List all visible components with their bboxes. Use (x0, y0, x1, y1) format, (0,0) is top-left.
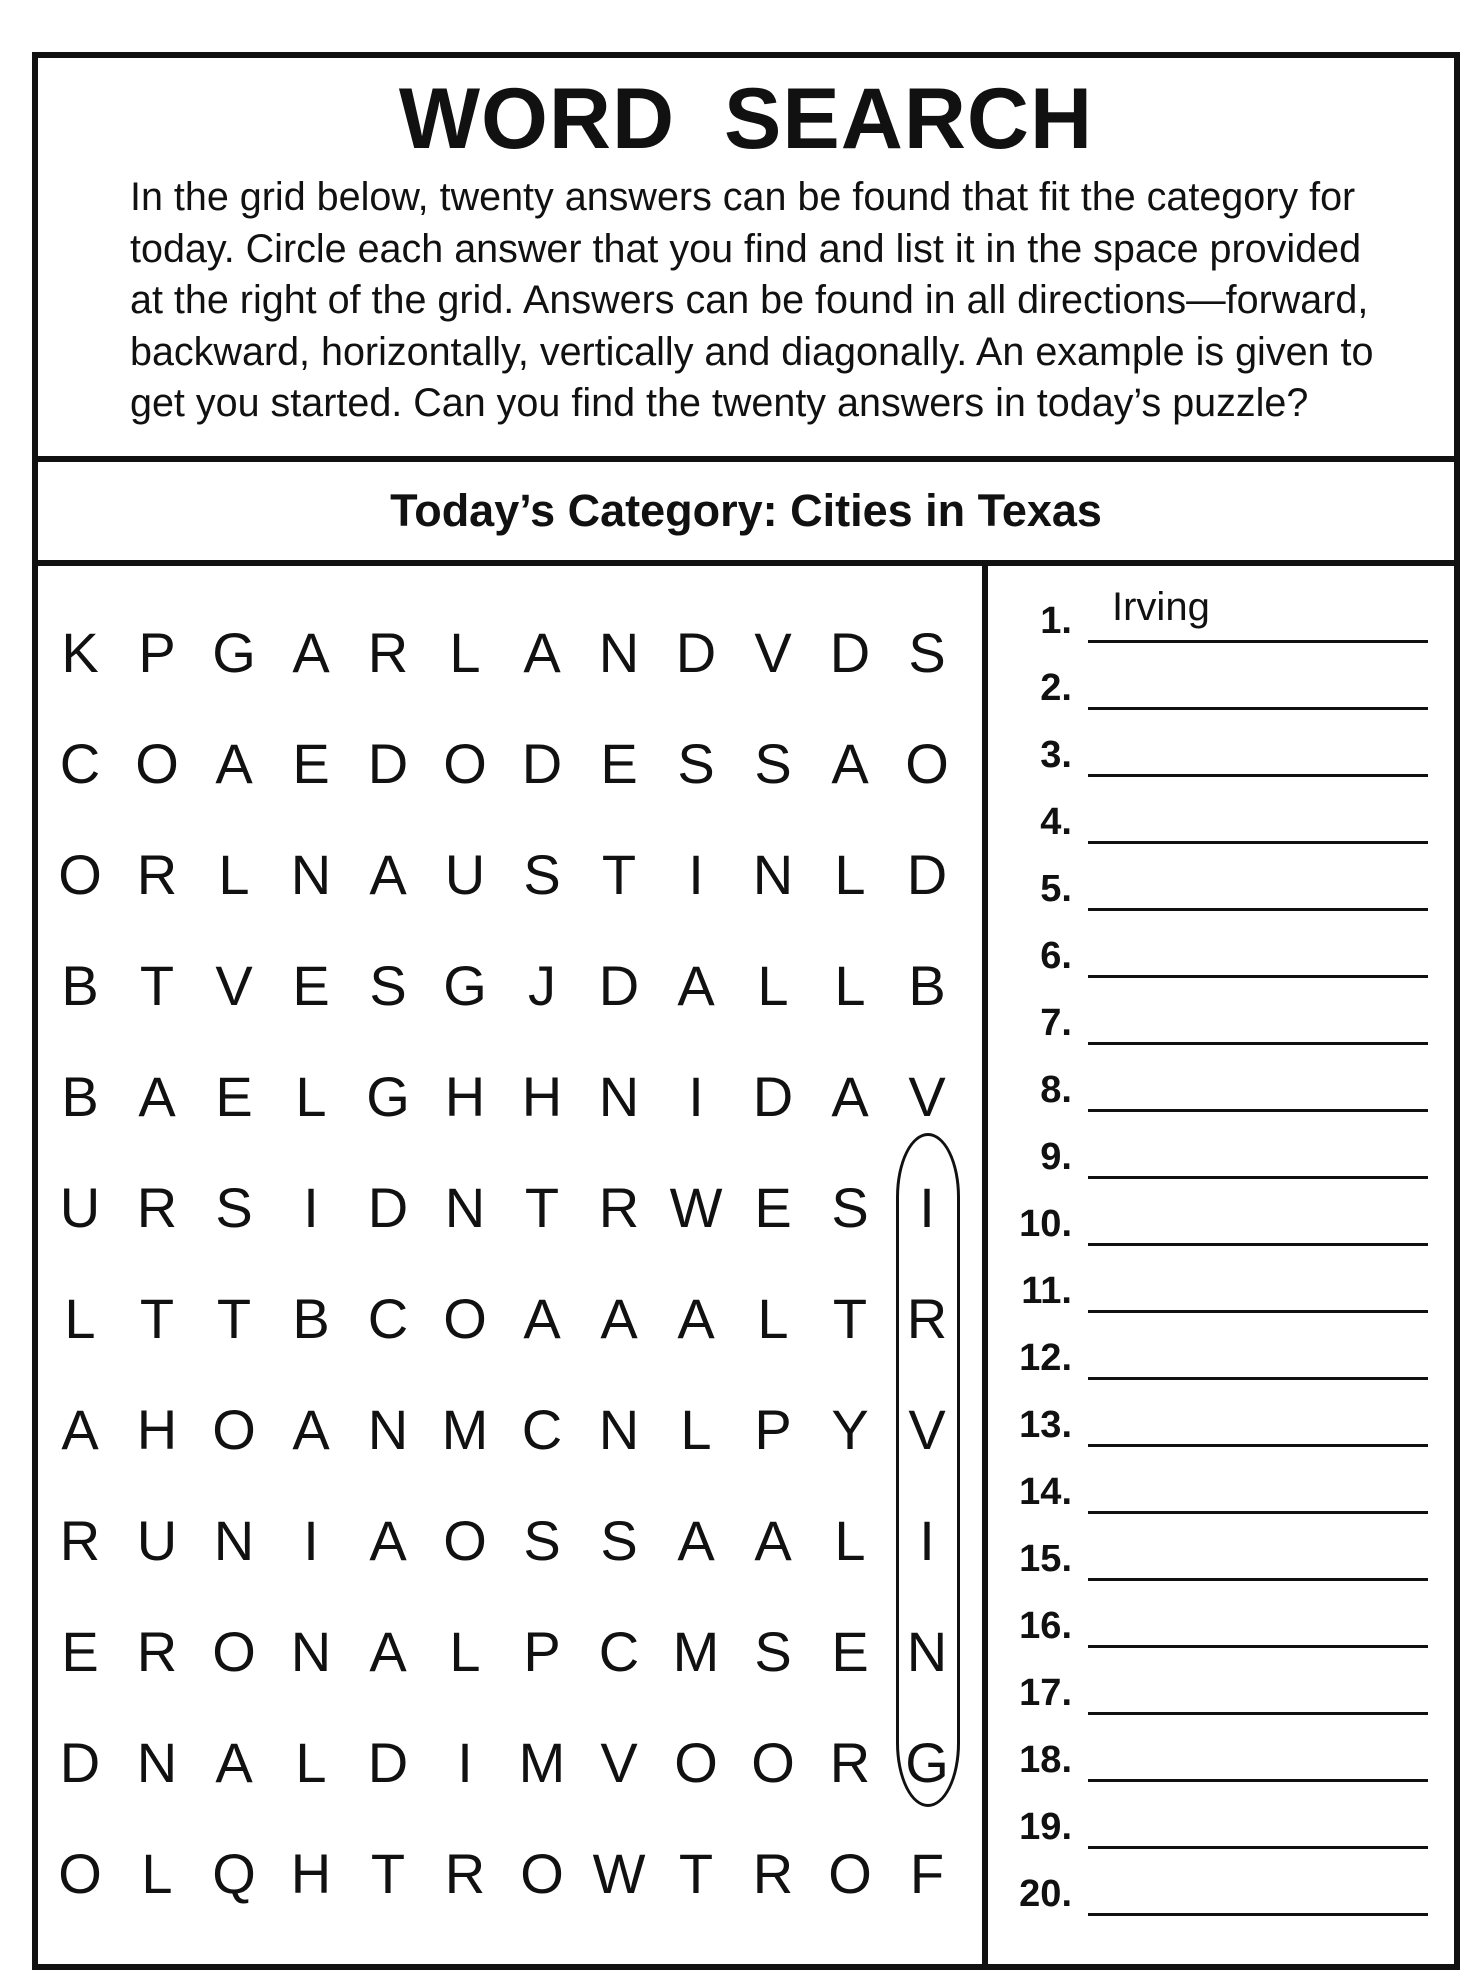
grid-letter[interactable]: F (909, 1842, 945, 1905)
grid-letter[interactable]: P (523, 1620, 561, 1683)
grid-letter[interactable]: R (829, 1731, 871, 1794)
grid-letter[interactable]: L (680, 1398, 712, 1461)
grid-letter[interactable]: D (675, 621, 717, 684)
instructions (130, 172, 1470, 430)
answer-number: 8. (1040, 1069, 1072, 1111)
grid-letter[interactable]: V (754, 621, 792, 684)
grid-letter[interactable]: O (58, 1842, 102, 1905)
grid-letter[interactable]: A (215, 1731, 253, 1794)
grid-letter[interactable]: D (367, 1176, 409, 1239)
answer-blank[interactable] (1088, 1578, 1428, 1581)
answer-blank[interactable] (1088, 1846, 1428, 1849)
grid-letter[interactable]: O (443, 732, 487, 795)
grid-letter[interactable]: I (919, 1509, 935, 1572)
grid-letter[interactable]: D (906, 843, 948, 906)
grid-letter[interactable]: A (138, 1065, 176, 1128)
grid-letter[interactable]: B (292, 1287, 330, 1350)
grid-letter[interactable]: E (292, 954, 330, 1017)
answer-number: 18. (1019, 1739, 1072, 1781)
grid-letter[interactable]: S (523, 843, 561, 906)
grid-letter[interactable]: H (444, 1065, 486, 1128)
grid-letter[interactable]: T (139, 1287, 175, 1350)
grid-letter[interactable]: N (598, 621, 640, 684)
grid-letter[interactable]: D (521, 732, 563, 795)
grid-letter[interactable]: I (457, 1731, 473, 1794)
grid-letter[interactable]: O (443, 1287, 487, 1350)
grid-letter[interactable]: O (212, 1620, 256, 1683)
answer-blank[interactable] (1088, 1310, 1428, 1313)
grid-letter[interactable]: D (598, 954, 640, 1017)
grid-letter[interactable]: J (528, 954, 556, 1017)
grid-letter[interactable]: A (523, 1287, 561, 1350)
category-heading: Today’s Category: Cities in Texas (390, 485, 1102, 536)
answer-number: 16. (1019, 1605, 1072, 1647)
answer-number: 17. (1019, 1672, 1072, 1714)
answer-blank[interactable] (1088, 1377, 1428, 1380)
grid-letter[interactable]: N (136, 1731, 178, 1794)
grid-letter[interactable]: M (441, 1398, 489, 1461)
answer-number: 12. (1019, 1337, 1072, 1379)
answer-blank[interactable] (1088, 841, 1428, 844)
grid-letter[interactable]: I (919, 1176, 935, 1239)
instructions-line: backward, horizontally, vertically and diagonally. An example is given to (130, 329, 1374, 374)
grid-letter[interactable]: L (834, 1509, 866, 1572)
answer-number: 13. (1019, 1404, 1072, 1446)
answer-number: 20. (1019, 1873, 1072, 1915)
grid-letter[interactable]: U (444, 843, 486, 906)
grid-letter[interactable]: S (215, 1176, 253, 1239)
grid-letter[interactable]: C (59, 732, 101, 795)
grid-letter[interactable]: O (905, 732, 949, 795)
grid-letter[interactable]: A (292, 621, 330, 684)
grid-letter[interactable]: V (908, 1398, 946, 1461)
grid-letter[interactable]: A (215, 732, 253, 795)
grid-letter[interactable]: T (524, 1176, 560, 1239)
answer-blank[interactable] (1088, 1109, 1428, 1112)
grid-letter[interactable]: A (523, 621, 561, 684)
grid-letter[interactable]: G (212, 621, 256, 684)
grid-letter[interactable]: T (216, 1287, 252, 1350)
grid-letter[interactable]: N (367, 1398, 409, 1461)
divider (32, 560, 1460, 566)
grid-letter[interactable]: Y (831, 1398, 869, 1461)
grid-letter[interactable]: S (908, 621, 946, 684)
grid-letter[interactable]: R (906, 1287, 948, 1350)
grid-letter[interactable]: E (754, 1176, 792, 1239)
instructions-line: today. Circle each answer that you find and list it in the space provided (130, 226, 1362, 271)
answer-number: 4. (1040, 801, 1072, 843)
answer-blank[interactable] (1088, 1176, 1428, 1179)
grid-letter[interactable]: Q (212, 1842, 256, 1905)
grid-letter[interactable]: H (136, 1398, 178, 1461)
answer-blank[interactable] (1088, 1243, 1428, 1246)
column-divider (982, 566, 988, 1970)
grid-letter[interactable]: H (290, 1842, 332, 1905)
answer-number: 5. (1040, 868, 1072, 910)
grid-letter[interactable]: G (366, 1065, 410, 1128)
grid-letter[interactable]: V (215, 954, 253, 1017)
grid-letter[interactable]: T (832, 1287, 868, 1350)
grid-letter[interactable]: H (521, 1065, 563, 1128)
grid-letter[interactable]: A (677, 1509, 715, 1572)
grid-letter[interactable]: C (367, 1287, 409, 1350)
grid-letter[interactable]: R (598, 1176, 640, 1239)
answer-blank[interactable] (1088, 1511, 1428, 1514)
page-title: WORD SEARCH (398, 71, 1094, 167)
grid-letter[interactable]: B (61, 954, 99, 1017)
grid-letter[interactable]: A (677, 1287, 715, 1350)
grid-letter[interactable]: D (367, 1731, 409, 1794)
grid-letter[interactable]: T (678, 1842, 714, 1905)
grid-letter[interactable]: R (136, 843, 178, 906)
grid-letter[interactable]: S (600, 1509, 638, 1572)
grid-letter[interactable]: N (213, 1509, 255, 1572)
grid-letter[interactable]: P (754, 1398, 792, 1461)
answer-number: 7. (1040, 1002, 1072, 1044)
grid-letter[interactable]: S (677, 732, 715, 795)
grid-letter[interactable]: S (754, 1620, 792, 1683)
grid-letter[interactable]: U (59, 1176, 101, 1239)
header (32, 52, 1460, 462)
grid-letter[interactable]: A (369, 1620, 407, 1683)
grid-letter[interactable]: A (369, 843, 407, 906)
grid-letter[interactable]: B (61, 1065, 99, 1128)
grid-letter[interactable]: N (752, 843, 794, 906)
grid-letter[interactable]: B (908, 954, 946, 1017)
answer-number: 10. (1019, 1203, 1072, 1245)
answer-number: 1. (1040, 600, 1072, 642)
grid-letter[interactable]: D (752, 1065, 794, 1128)
answer-blank[interactable] (1088, 1645, 1428, 1648)
answer-number: 9. (1040, 1136, 1072, 1178)
grid-letter[interactable]: C (521, 1398, 563, 1461)
grid-letter[interactable]: O (135, 732, 179, 795)
grid-letter[interactable]: O (520, 1842, 564, 1905)
grid-letter[interactable]: A (754, 1509, 792, 1572)
answer-number: 11. (1021, 1270, 1072, 1312)
grid-letter[interactable]: D (367, 732, 409, 795)
grid-letter[interactable]: T (601, 843, 637, 906)
grid-letter[interactable]: S (523, 1509, 561, 1572)
grid-letter[interactable]: I (688, 1065, 704, 1128)
grid-letter[interactable]: N (290, 1620, 332, 1683)
instructions-line: In the grid below, twenty answers can be found that fit the category for (130, 175, 1356, 219)
grid-letter[interactable]: G (905, 1731, 949, 1794)
grid-letter[interactable]: W (669, 1176, 723, 1239)
grid-letter[interactable]: L (449, 621, 481, 684)
instructions-line: at the right of the grid. Answers can be found in all directions—forward, (130, 278, 1369, 322)
grid-letter[interactable]: L (834, 843, 866, 906)
grid-letter[interactable]: A (677, 954, 715, 1017)
grid-letter[interactable]: E (600, 732, 638, 795)
grid-letter[interactable]: L (757, 954, 789, 1017)
grid-letter[interactable]: A (600, 1287, 638, 1350)
grid-letter[interactable]: E (831, 1620, 869, 1683)
instructions-line: get you started. Can you find the twenty answers in today’s puzzle? (130, 381, 1309, 425)
grid-letter[interactable]: M (518, 1731, 566, 1794)
answer-blank[interactable] (1088, 1444, 1428, 1447)
grid-letter[interactable]: D (829, 621, 871, 684)
grid-letter[interactable]: R (444, 1842, 486, 1905)
answer-blank[interactable] (1088, 774, 1428, 777)
grid-letter[interactable]: A (61, 1398, 99, 1461)
answer-blank[interactable] (1088, 908, 1428, 911)
grid-letter[interactable]: T (139, 954, 175, 1017)
answer-blank[interactable] (1088, 1913, 1428, 1916)
grid-letter[interactable]: I (303, 1176, 319, 1239)
answer-blank[interactable] (1088, 1712, 1428, 1715)
grid-letter[interactable]: A (369, 1509, 407, 1572)
grid-letter[interactable]: L (757, 1287, 789, 1350)
grid-letter[interactable]: C (598, 1620, 640, 1683)
answer-number: 19. (1019, 1806, 1072, 1848)
answer-blank[interactable] (1088, 640, 1428, 643)
grid-letter[interactable]: W (592, 1842, 646, 1905)
answer-blank[interactable] (1088, 975, 1428, 978)
grid-letter[interactable]: E (292, 732, 330, 795)
grid-letter[interactable]: L (64, 1287, 96, 1350)
grid-letter[interactable]: L (295, 1065, 327, 1128)
grid-letter[interactable]: N (598, 1065, 640, 1128)
grid-letter[interactable]: R (752, 1842, 794, 1905)
answer-number: 2. (1040, 667, 1072, 709)
grid-letter[interactable]: V (908, 1065, 946, 1128)
grid-letter[interactable]: N (444, 1176, 486, 1239)
grid-letter[interactable]: P (138, 621, 176, 684)
grid-letter[interactable]: A (831, 732, 869, 795)
grid-letter[interactable]: O (443, 1509, 487, 1572)
grid-letter[interactable]: G (443, 954, 487, 1017)
grid-letter[interactable]: E (61, 1620, 99, 1683)
answer-blank[interactable] (1088, 1042, 1428, 1045)
grid-letter[interactable]: O (751, 1731, 795, 1794)
grid-letter[interactable]: E (215, 1065, 253, 1128)
grid-letter[interactable]: O (828, 1842, 872, 1905)
grid-letter[interactable]: K (61, 621, 99, 684)
answer-blank[interactable] (1088, 1779, 1428, 1782)
example-answer: Irving (1112, 585, 1210, 629)
grid-letter[interactable]: S (369, 954, 407, 1017)
grid-letter[interactable]: O (674, 1731, 718, 1794)
grid-letter[interactable]: S (831, 1176, 869, 1239)
grid-letter[interactable]: O (212, 1398, 256, 1461)
grid-letter[interactable]: R (59, 1509, 101, 1572)
grid-letter[interactable]: L (295, 1731, 327, 1794)
grid-letter[interactable]: L (218, 843, 250, 906)
example-circle (896, 1133, 960, 1807)
grid-letter[interactable]: T (370, 1842, 406, 1905)
grid-letter[interactable]: S (754, 732, 792, 795)
grid-letter[interactable]: R (136, 1176, 178, 1239)
grid-letter[interactable]: R (367, 621, 409, 684)
answer-blank[interactable] (1088, 707, 1428, 710)
grid-letter[interactable]: L (141, 1842, 173, 1905)
grid-letter[interactable]: I (688, 843, 704, 906)
grid-letter[interactable]: N (906, 1620, 948, 1683)
grid-letter[interactable]: O (58, 843, 102, 906)
grid-letter[interactable]: R (136, 1620, 178, 1683)
answer-number: 6. (1040, 935, 1072, 977)
grid-letter[interactable]: N (290, 843, 332, 906)
grid-letter[interactable]: L (834, 954, 866, 1017)
grid-letter[interactable]: M (672, 1620, 720, 1683)
answer-number: 15. (1019, 1538, 1072, 1580)
grid-letter[interactable]: N (598, 1398, 640, 1461)
grid-letter[interactable]: U (136, 1509, 178, 1572)
grid-letter[interactable]: I (303, 1509, 319, 1572)
grid-letter[interactable]: A (831, 1065, 869, 1128)
grid-letter[interactable]: V (600, 1731, 638, 1794)
grid-letter[interactable]: D (59, 1731, 101, 1794)
answer-number: 14. (1019, 1471, 1072, 1513)
grid-letter[interactable]: L (449, 1620, 481, 1683)
answer-number: 3. (1040, 734, 1072, 776)
grid-letter[interactable]: A (292, 1398, 330, 1461)
